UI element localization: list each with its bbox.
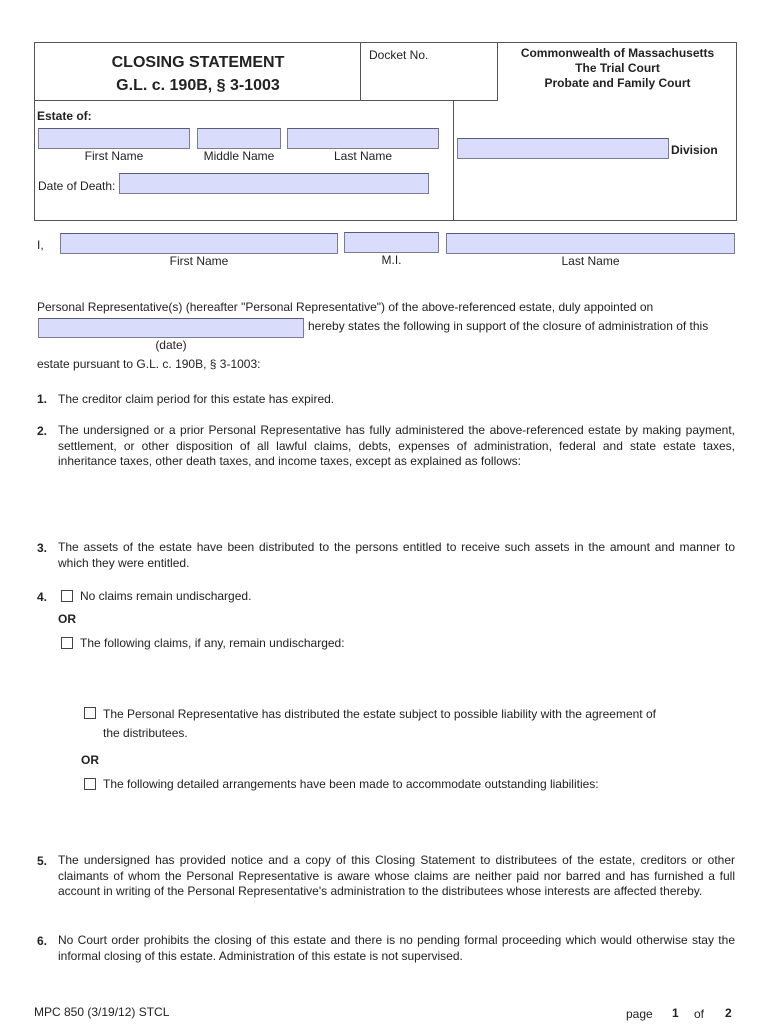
date-caption: (date) — [155, 338, 187, 352]
item-1-number: 1. — [37, 392, 48, 406]
docket-left-divider — [360, 42, 361, 101]
court-name-line1: Commonwealth of Massachusetts — [520, 46, 715, 60]
or-label-1: OR — [58, 612, 76, 626]
form-statute: G.L. c. 190B, § 3-1003 — [116, 77, 280, 94]
header-box-left — [34, 42, 35, 221]
header-box-right — [736, 42, 737, 221]
division-label: Division — [671, 143, 718, 157]
intro-line2: hereby states the following in support of the closure of administration of this — [308, 319, 709, 333]
intro-line3: estate pursuant to G.L. c. 190B, § 3-1003: — [37, 357, 261, 371]
division-left-divider — [453, 100, 454, 221]
estate-first-name-caption: First Name — [84, 149, 144, 163]
item-6-text: No Court order prohibits the closing of this estate and there is no pending formal proceeding which would otherwise stay the informal closing of this estate. Administration of this estate is not supervised. — [58, 933, 735, 963]
docket-label: Docket No. — [369, 48, 429, 62]
estate-last-name-field[interactable] — [287, 128, 439, 149]
form-identifier: MPC 850 (3/19/12) STCL — [34, 1005, 170, 1019]
item-5-text: The undersigned has provided notice and a copy of this Closing Statement to distributees of the estate, creditors or other claimants of whom the Personal Representative is aware whose claims are neither paid nor barred and has furnished a full account in writing of the Personal Representative's administration to the distributees whose interests are affected thereby. — [58, 853, 735, 898]
header-box-bottom — [34, 220, 737, 221]
rep-mi-caption: M.I. — [381, 253, 402, 267]
of-label: of — [694, 1007, 705, 1021]
date-of-death-field[interactable] — [119, 173, 429, 194]
no-claims-label: No claims remain undischarged. — [80, 589, 252, 603]
intro-line1: Personal Representative(s) (hereafter "Personal Representative") of the above-referenced estate, duly appointed on — [37, 300, 654, 314]
rep-last-name-field[interactable] — [446, 233, 735, 254]
item-2-text: The undersigned or a prior Personal Representative has fully administered the above-referenced estate by making payment, settlement, or other disposition of all lawful claims, debts, expenses of administration, federal and state estate taxes, inheritance taxes, other death taxes, and income taxes, except as explained as follows: — [58, 423, 735, 468]
rep-first-name-field[interactable] — [60, 233, 338, 254]
rep-first-name-caption: First Name — [169, 254, 229, 268]
date-of-death-label: Date of Death: — [38, 179, 116, 193]
court-name-line3: Probate and Family Court — [544, 76, 691, 90]
page-number: 1 — [672, 1006, 679, 1020]
page-label: page — [626, 1007, 653, 1021]
item-4-number: 4. — [37, 590, 48, 604]
item-5-number: 5. — [37, 854, 48, 868]
court-name-line2: The Trial Court — [575, 61, 660, 75]
rep-middle-initial-field[interactable] — [344, 232, 439, 253]
item-6-number: 6. — [37, 934, 48, 948]
form-title: CLOSING STATEMENT — [111, 54, 285, 71]
item-2-number: 2. — [37, 424, 48, 438]
court-left-divider — [497, 42, 498, 101]
item-3-text: The assets of the estate have been distributed to the persons entitled to receive such assets in the amount and manner to which they were entitled. — [58, 540, 735, 570]
i-label: I, — [37, 238, 44, 252]
page-total: 2 — [725, 1006, 732, 1020]
distributed-with-agreement-line2: the distributees. — [103, 726, 188, 740]
or-label-2: OR — [81, 753, 99, 767]
division-field[interactable] — [457, 138, 669, 159]
estate-of-label: Estate of: — [37, 109, 92, 123]
estate-first-name-field[interactable] — [38, 128, 190, 149]
estate-middle-name-field[interactable] — [197, 128, 281, 149]
rep-last-name-caption: Last Name — [561, 254, 620, 268]
no-claims-checkbox[interactable] — [61, 590, 73, 602]
claims-remain-label: The following claims, if any, remain undischarged: — [80, 636, 345, 650]
claims-remain-checkbox[interactable] — [61, 637, 73, 649]
estate-middle-name-caption: Middle Name — [203, 149, 275, 163]
distributed-with-agreement-line1: The Personal Representative has distributed the estate subject to possible liability with the agreement of — [103, 707, 656, 721]
item-3-number: 3. — [37, 541, 48, 555]
header-box-top — [34, 42, 736, 43]
item-1-text: The creditor claim period for this estate has expired. — [58, 392, 335, 406]
arrangements-checkbox[interactable] — [84, 778, 96, 790]
arrangements-label: The following detailed arrangements have been made to accommodate outstanding liabilities: — [103, 777, 599, 791]
distributed-with-agreement-checkbox[interactable] — [84, 707, 96, 719]
appointment-date-field[interactable] — [38, 318, 304, 338]
estate-last-name-caption: Last Name — [333, 149, 393, 163]
title-row-divider — [34, 100, 497, 101]
